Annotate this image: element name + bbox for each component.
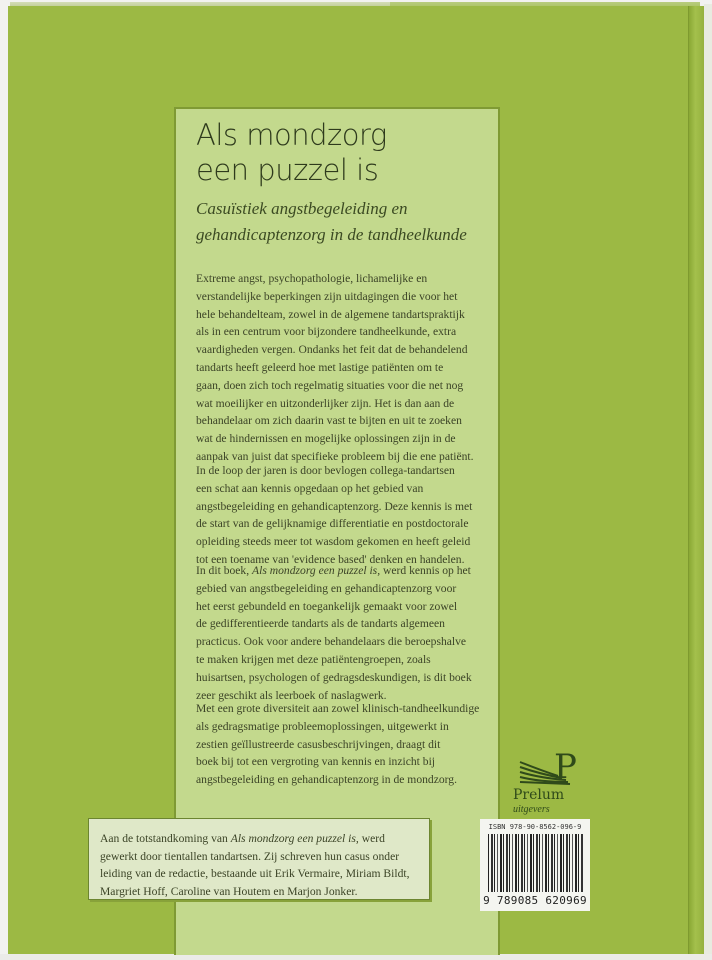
paragraph-line: tot een toename van 'evidence based' denken en handelen. (196, 552, 465, 566)
paragraph-line: practicus. Ook voor andere behandelaars die beroepshalve (196, 635, 467, 649)
paragraph-line: behandelaar om zich daarin vast te bijten en uit te zoeken (196, 414, 462, 428)
credits-line: Margriet Hoff, Caroline van Houtem en Marjon Jonker. (100, 884, 358, 898)
publisher-name: Prelum (513, 787, 565, 803)
paragraph-line: opleiding steeds meer tot wasdom gekomen en heeft geleid (196, 535, 471, 549)
paragraph-line: angstbegeleiding en gehandicaptenzorg in de mondzorg. (196, 773, 457, 787)
book-subtitle (196, 196, 496, 248)
paragraph-line: zestien geïllustreerde casusbeschrijvingen, draagt dit (196, 737, 441, 751)
paragraph-line: zeer geschikt als leerboek of naslagwerk. (196, 688, 387, 702)
svg-text:P: P (554, 747, 577, 787)
subtitle-line: gehandicaptenzorg in de tandheelkunde (196, 225, 467, 244)
book-title (196, 118, 486, 188)
paragraph-line: als in een centrum voor bijzondere tandheelkunde, extra (196, 325, 457, 339)
paragraph-line: het eerst gebundeld en toegankelijk gemaakt voor zowel (196, 599, 458, 613)
paragraph-line: huisartsen, psychologen of gedragsdeskundigen, is dit boek (196, 670, 472, 684)
title-line: Als mondzorg (196, 118, 387, 152)
cover-hinge (688, 6, 705, 954)
paragraph-line: In de loop der jaren is door bevlogen collega-tandartsen (196, 464, 455, 477)
blurb-paragraph-1 (196, 270, 496, 466)
paragraph-line: Met een grote diversiteit aan zowel klinisch-tandheelkundige (196, 702, 480, 715)
paragraph-line: angstbegeleiding en gehandicaptenzorg. Deze kennis is met (196, 499, 473, 513)
paragraph-line: de start van de gelijknamige differentiatie en postdoctorale (196, 517, 469, 531)
paragraph-line: In dit boek, Als mondzorg een puzzel is, werd kennis op het (196, 564, 471, 577)
paragraph-line: boek bij tot een vergroting van kennis en inzicht bij (196, 755, 436, 769)
blurb-paragraph-3 (196, 562, 496, 704)
publisher-subtitle: uitgevers (513, 804, 550, 815)
paragraph-line: aanpak van juist dat specifieke probleem bij die ene patiënt. (196, 449, 474, 463)
title-line: een puzzel is (196, 153, 379, 187)
paragraph-line: gebied van angstbegeleiding en gehandicaptenzorg voor (196, 581, 457, 595)
credits-line: Aan de totstandkoming van Als mondzorg een puzzel is, werd (100, 832, 385, 845)
paragraph-line: de gedifferentieerde tandarts als de tandarts algemeen (196, 617, 445, 631)
paragraph-line: hele behandelteam, zowel in de algemene tandartspraktijk (196, 307, 465, 321)
paragraph-line: een schat aan kennis opgedaan op het gebied van (196, 481, 424, 495)
paragraph-line: tandarts heeft geleerd hoe met lastige patiënten om te (196, 360, 444, 374)
credits-line: gewerkt door tientallen tandartsen. Zij schreven hun casus onder (100, 849, 400, 863)
paragraph-line: als gedragsmatige probleemoplossingen, uitgewerkt in (196, 719, 449, 733)
blurb-paragraph-4 (196, 700, 496, 789)
blurb-paragraph-2 (196, 462, 496, 569)
paragraph-line: verstandelijke beperkingen zijn uitdagingen die voor het (196, 289, 458, 303)
paragraph-line: wat de hindernissen en mogelijke oplossingen zijn in de (196, 432, 456, 446)
paragraph-line: te maken krijgen met deze patiëntengroepen, zoals (196, 652, 431, 666)
barcode-digits: 9 789085 620969 (483, 894, 587, 907)
subtitle-line: Casuïstiek angstbegeleiding en (196, 199, 408, 218)
barcode-bars (488, 834, 584, 892)
credits-line: leiding van de redactie, bestaande uit Erik Vermaire, Miriam Bildt, (100, 867, 410, 880)
paragraph-line: vaardigheden vergen. Ondanks het feit dat de behandelend (196, 343, 468, 357)
paragraph-line: Extreme angst, psychopathologie, lichamelijke en (196, 272, 428, 285)
isbn-barcode (480, 819, 590, 911)
isbn-label: ISBN 978-90-8562-096-9 (488, 823, 582, 831)
background-right (704, 4, 712, 956)
credits-text (100, 830, 430, 900)
paragraph-line: wat moeilijker en uitzonderlijker zijn. Het is dan aan de (196, 396, 455, 410)
paragraph-line: gaan, doen zich toch regelmatig situaties voor die net nog (196, 378, 464, 392)
